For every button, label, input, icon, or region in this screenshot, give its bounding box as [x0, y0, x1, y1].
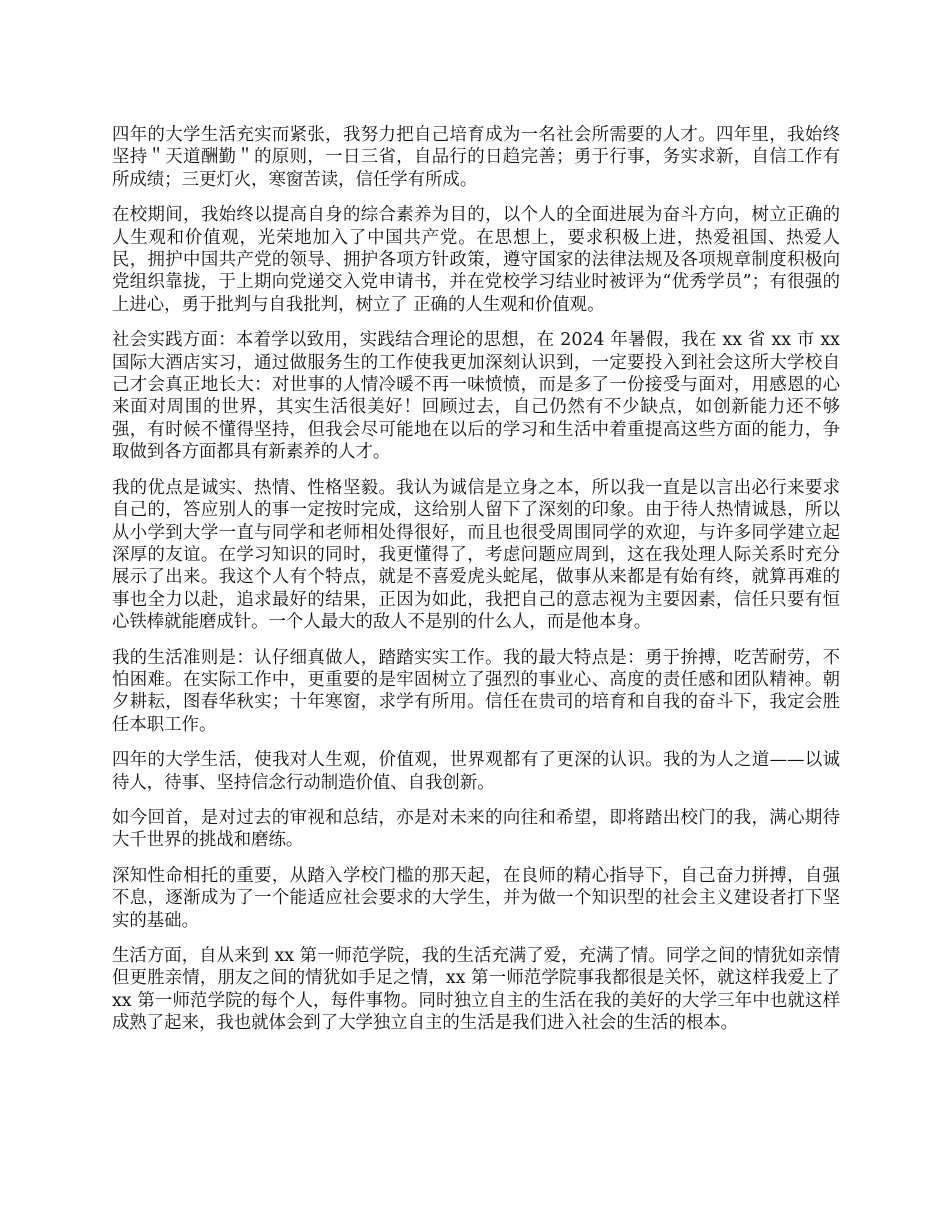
paragraph-7: 如今回首，是对过去的审视和总结，亦是对未来的向往和希望，即将踏出校门的我，满心期待大千世界的挑战和磨练。 [112, 807, 840, 851]
paragraph-1: 四年的大学生活充实而紧张，我努力把自己培育成为一名社会所需要的人才。四年里，我始终坚持＂天道酬勤＂的原则，一日三省，自品行的日趋完善；勇于行事，务实求新，自信工作有所成绩；三更灯火，寒窗苦读，信任学有所成。 [112, 125, 840, 190]
paragraph-3: 社会实践方面：本着学以致用，实践结合理论的思想，在 2024 年暑假，我在 xx 省 xx 市 xx 国际大酒店实习，通过做服务生的工作使我更加深刻认识到，一定要投入到社会这所大学校自己才会真正地长大：对世事的人情冷暖不再一味愤愤，而是多了一份接受与面对，用感恩的心来面对周围的世界，其实生活很美好！回顾过去，自己仍然有不少缺点，如创新能力还不够强，有时候不懂得坚持，但我会尽可能地在以后的学习和生活中着重提高这些方面的能力，争取做到各方面都具有新素养的人才。 [112, 330, 840, 463]
paragraph-2: 在校期间，我始终以提高自身的综合素养为目的，以个人的全面进展为奋斗方向，树立正确的人生观和价值观，光荣地加入了中国共产党。在思想上，要求积极上进，热爱祖国、热爱人民，拥护中国共产党的领导、拥护各项方针政策，遵守国家的法律法规及各项规章制度积极向党组织靠拢，于上期向党递交入党申请书，并在党校学习结业时被评为“优秀学员”；有很强的上进心，勇于批判与自我批判，树立了 正确的人生观和价值观。 [112, 205, 840, 315]
paragraph-5: 我的生活准则是：认仔细真做人，踏踏实实工作。我的最大特点是：勇于拚搏，吃苦耐劳，不怕困难。在实际工作中，更重要的是牢固树立了强烈的事业心、高度的责任感和团队精神。朝夕耕耘，图春华秋实；十年寒窗，求学有所用。信任在贵司的培育和自我的奋斗下，我定会胜任本职工作。 [112, 647, 840, 735]
paragraph-6: 四年的大学生活，使我对人生观，价值观，世界观都有了更深的认识。我的为人之道——以诚待人，待事、坚持信念行动制造价值、自我创新。 [112, 750, 840, 793]
document-body [112, 124, 840, 1048]
paragraph-8: 深知性命相托的重要，从踏入学校门槛的那天起，在良师的精心指导下，自己奋力拼搏，自强不息，逐渐成为了一个能适应社会要求的大学生，并为做一个知识型的社会主义建设者打下坚实的基础。 [112, 865, 840, 931]
paragraph-9: 生活方面，自从来到 xx 第一师范学院，我的生活充满了爱，充满了情。同学之间的情犹如亲情但更胜亲情，朋友之间的情犹如手足之情，xx 第一师范学院事我都很是关怀，就这样我爱上了 xx 第一师范学院的每个人，每件事物。同时独立自主的生活在我的美好的大学三年中也就这样成熟了起来，我也就体会到了大学独立自主的生活是我们进入社会的生活的根本。 [112, 946, 840, 1034]
paragraph-4: 我的优点是诚实、热情、性格坚毅。我认为诚信是立身之本，所以我一直是以言出必行来要求自己的，答应别人的事一定按时完成，这给别人留下了深刻的印象。由于待人热情诚恳，所以从小学到大学一直与同学和老师相处得很好，而且也很受周围同学的欢迎，与许多同学建立起深厚的友谊。在学习知识的同时，我更懂得了，考虑问题应周到，这在我处理人际关系时充分展示了出来。我这个人有个特点，就是不喜爱虎头蛇尾，做事从来都是有始有终，就算再难的事也全力以赴，追求最好的结果，正因为如此，我把自己的意志视为主要因素，信任只要有恒心铁棒就能磨成针。一个人最大的敌人不是别的什么人，而是他本身。 [112, 477, 840, 633]
